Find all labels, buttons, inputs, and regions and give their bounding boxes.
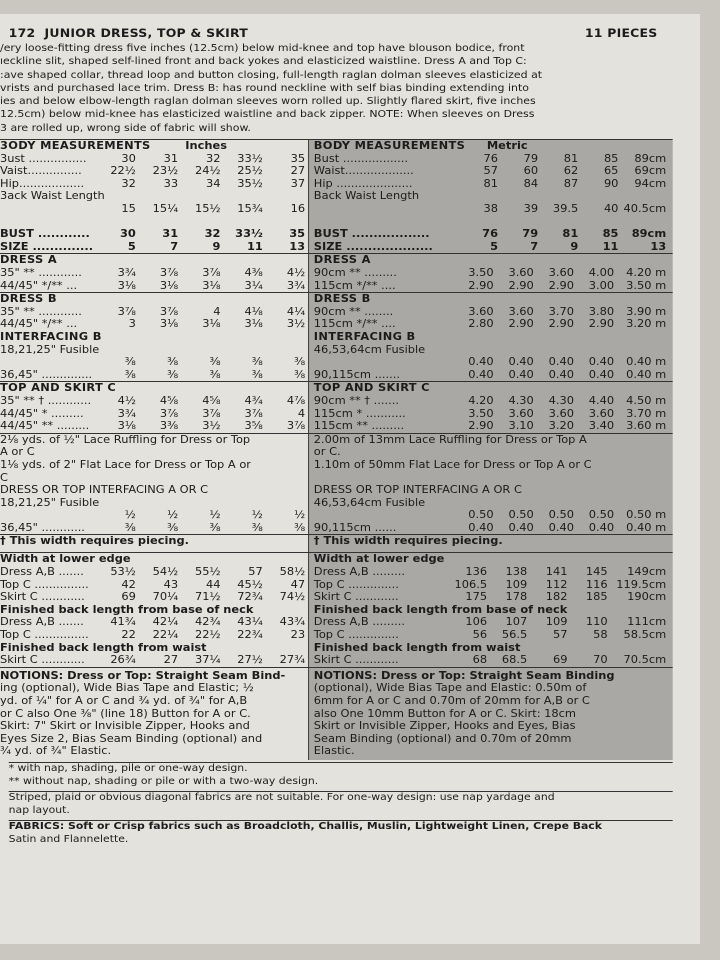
subsection-title: INTERFACING B	[0, 330, 102, 343]
subsection-title: Finished back length from waist	[0, 641, 207, 654]
notions-text: NOTIONS: Dress or Top: Straight Seam Binding (optional), Wide Bias Tape and Elastic: 0.50m of 6mm for A or C and 0.70m of 20mm for A,B or C also One 10mm Button for A or C. Skirt: 18cm Skirt or Invisible Zipper, Hooks and Eyes, Bias Seam Binding (optional) and 0.70m of 20mm Elastic.	[313, 669, 615, 758]
row-label: 18,21,25" Fusible	[0, 343, 100, 356]
header-left	[9, 26, 248, 40]
table-row: 0.50 0.50 0.50 0.50 0.50 m	[468, 509, 667, 522]
description-line: 3 are rolled up, wrong side of fabric will show.	[0, 122, 251, 134]
row-label: 46,53,64cm Fusible	[313, 343, 426, 356]
notions-text: NOTIONS: Dress or Top: Straight Seam Bind- ing (optional), Wide Bias Tape and Elastic; ½ yd. of ¼" for A or C and ¾ yd. of ¾" for A,B or C also One ⅜" (line 18) Button for A or C. Skirt: 7" Skirt or Invisible Zipper, Hooks and Eyes Size 2, Bias Seam Binding (optional) and ¾ yd. of ¾" Elastic.	[0, 669, 286, 758]
section-title: DRESS OR TOP INTERFACING A OR C	[0, 484, 209, 497]
description-line: ıeckline slit, shaped self-lined front and back yokes and elasticized waistline. Dress A and Top C:	[0, 56, 527, 68]
table-row: ⅜ ⅜ ⅜ ⅜ ⅜	[124, 356, 306, 369]
section-title: DRESS OR TOP INTERFACING A OR C	[313, 484, 522, 497]
section-dress-top-interfacing	[0, 484, 673, 534]
fabric-warning: Striped, plaid or obvious diagonal fabrics are not suitable. For one-way design: use nap yardage and	[8, 792, 555, 804]
subsection-title: INTERFACING B	[313, 330, 416, 343]
table-row: Top C .............. 106.5 109 112 116 119.5cm	[313, 578, 667, 591]
table-row: Top C ............... 42 43 44 45½ 47	[0, 578, 306, 591]
table-row: 15 15¼ 15½ 15¾ 16	[121, 203, 306, 216]
inches-column	[0, 434, 309, 484]
table-row: 44/45" ** ......... 3⅛ 3⅜ 3½ 3⅝ 3⅞	[0, 420, 306, 433]
lace-ruffling-text: or C.	[313, 446, 341, 459]
table-row: SIZE .................... 5 7 9 11 13	[313, 240, 667, 253]
lace-ruffling-text: 2⅛ yds. of ½" Lace Ruffling for Dress or Top	[0, 433, 251, 446]
metric-column	[309, 553, 672, 666]
table-row: 115cm ** ......... 2.90 3.10 3.20 3.40 3.60 m	[313, 420, 667, 433]
subsection-title: Width at lower edge	[0, 553, 131, 566]
table-row: 115cm */** .... 2.90 2.90 2.90 3.00 3.50 m	[313, 279, 667, 292]
footnotes	[0, 760, 673, 847]
subsection-title: Finished back length from base of neck	[313, 603, 568, 616]
section-title: DRESS B	[0, 293, 57, 306]
table-row: Dress A,B ....... 41¾ 42¼ 42¾ 43¼ 43¾	[0, 616, 306, 629]
table-row: 90,115cm ...... 0.40 0.40 0.40 0.40 0.40 m	[313, 521, 667, 534]
table-row: 44/45" */** ... 3 3⅛ 3⅛ 3⅛ 3½	[0, 318, 306, 331]
table-row: BUST ............ 30 31 32 33½ 35	[0, 228, 306, 241]
subsection-title: Width at lower edge	[313, 553, 445, 566]
piecing-note: † This width requires piecing.	[313, 535, 503, 548]
section-lace	[0, 433, 673, 484]
table-row: 36,45" ............ ⅜ ⅜ ⅜ ⅜ ⅜	[0, 521, 306, 534]
section-top-and-skirt-c	[0, 381, 673, 432]
table-row: Top C ............... 22 22¼ 22½ 22¾ 23	[0, 629, 306, 642]
inches-column	[0, 484, 309, 534]
inches-column	[0, 140, 309, 253]
table-row: 44/45" * ......... 3¾ 3⅞ 3⅞ 3⅞ 4	[0, 407, 306, 420]
inches-column	[0, 553, 309, 666]
description-line: vrists and purchased lace trim. Dress B: has round neckline with self bias binding extending into	[0, 82, 529, 94]
table-row: Dress A,B ......... 106 107 109 110 111cm	[313, 616, 667, 629]
table-row: Skirt C ............ 68 68.5 69 70 70.5cm	[313, 654, 667, 667]
section-title: TOP AND SKIRT C	[313, 382, 430, 395]
flat-lace-text: C	[0, 471, 8, 484]
yardage-table	[0, 139, 673, 760]
piecing-note: † This width requires piecing.	[0, 535, 189, 548]
section-finished-measurements	[0, 552, 673, 666]
row-label: 18,21,25" Fusible	[0, 496, 100, 509]
row-label: 46,53,64cm Fusible	[313, 496, 426, 509]
flat-lace-text: 1.10m of 50mm Flat Lace for Dress or Top A or C	[313, 458, 592, 471]
unit-label: Inches	[185, 140, 228, 153]
description-line: :ave shaped collar, thread loop and button closing, full-length raglan dolman sleeves elasticized at	[0, 69, 543, 81]
table-row: 36,45" .............. ⅜ ⅜ ⅜ ⅜ ⅜	[0, 368, 306, 381]
section-title: DRESS B	[313, 293, 371, 306]
table-row: 35" ** ............ 3⅞ 3⅞ 4 4⅛ 4¼	[0, 305, 306, 318]
section-dress-b	[0, 292, 673, 381]
subsection-title: Finished back length from waist	[313, 641, 521, 654]
table-row: Hip ..................... 81 84 87 90 94cm	[313, 177, 667, 190]
table-row: Dress A,B ....... 53½ 54½ 55½ 57 58½	[0, 566, 306, 579]
table-row: Hip.................. 32 33 34 35½ 37	[0, 177, 306, 190]
table-row: 90cm ** ......... 3.50 3.60 3.60 4.00 4.20 m	[313, 267, 667, 280]
inches-column	[0, 382, 309, 432]
inches-column	[0, 535, 309, 552]
table-row: SIZE .............. 5 7 9 11 13	[0, 240, 306, 253]
pattern-sheet	[0, 14, 673, 847]
unit-label: Metric	[486, 140, 528, 153]
lace-ruffling-text: 2.00m of 13mm Lace Ruffling for Dress or Top A	[313, 433, 587, 446]
nap-footnote: ** without nap, shading or pile or with a two-way design.	[8, 775, 319, 787]
section-title: 3ODY MEASUREMENTS	[0, 140, 151, 153]
description	[0, 42, 673, 137]
table-row: 115cm * ........... 3.50 3.60 3.60 3.60 3.70 m	[313, 407, 667, 420]
description-line: /ery loose-fitting dress five inches (12.5cm) below mid-knee and top have blouson bodice, front	[0, 43, 525, 54]
table-row: 0.40 0.40 0.40 0.40 0.40 m	[468, 356, 667, 369]
fabric-warning: nap layout.	[8, 804, 70, 816]
metric-column	[309, 668, 672, 760]
metric-column	[309, 484, 672, 534]
section-piecing-note	[0, 534, 673, 552]
table-row: Waist................... 57 60 62 65 69cm	[313, 165, 667, 178]
table-row: 35" ** † ............ 4½ 4⅝ 4⅝ 4¾ 4⅞	[0, 394, 306, 407]
metric-column	[309, 434, 672, 484]
table-row: Bust .................. 76 79 81 85 89cm	[313, 152, 667, 165]
lace-ruffling-text: A or C	[0, 446, 35, 459]
flat-lace-text: 1⅛ yds. of 2" Flat Lace for Dress or Top A or	[0, 458, 251, 471]
section-title: BODY MEASUREMENTS	[313, 140, 466, 153]
description-line: ies and below elbow-length raglan dolman sleeves worn rolled up. Slightly flared skirt, five inches	[0, 96, 536, 108]
section-notions	[0, 667, 673, 760]
table-row: Dress A,B ......... 136 138 141 145 149cm	[313, 566, 667, 579]
row-label: 3ack Waist Length	[0, 190, 105, 203]
description-line: 12.5cm) below mid-knee has elasticized waistline and back zipper. NOTE: When sleeves on Dress	[0, 109, 535, 121]
section-body-measurements	[0, 140, 673, 253]
metric-column	[309, 140, 672, 253]
table-row: Skirt C ............ 69 70¼ 71½ 72¾ 74½	[0, 591, 306, 604]
table-row: BUST .................. 76 79 81 85 89cm	[313, 228, 667, 241]
metric-column	[309, 293, 672, 381]
inches-column	[0, 668, 309, 760]
metric-column	[309, 382, 672, 432]
table-row: 90cm ** † ....... 4.20 4.30 4.30 4.40 4.50 m	[313, 394, 667, 407]
fabrics-text: FABRICS: Soft or Crisp fabrics such as Broadcloth, Challis, Muslin, Lightweight Linen, Crepe Back	[8, 821, 602, 833]
pattern-title: JUNIOR DRESS, TOP & SKIRT	[44, 26, 249, 40]
row-label: Back Waist Length	[313, 190, 420, 203]
fabrics-text: Satin and Flannelette.	[8, 833, 129, 845]
header	[0, 14, 673, 42]
table-row: 35" ** ............ 3¾ 3⅞ 3⅞ 4⅜ 4½	[0, 267, 306, 280]
section-title: DRESS A	[313, 254, 371, 267]
table-row: ½ ½ ½ ½ ½	[124, 509, 306, 522]
table-row: Vaist............... 22½ 23½ 24½ 25½ 27	[0, 165, 306, 178]
pattern-envelope-back	[0, 14, 700, 944]
nap-footnote: * with nap, shading, pile or one-way design.	[8, 762, 248, 774]
inches-column	[0, 293, 309, 381]
inches-column	[0, 254, 309, 292]
table-row: Top C .............. 56 56.5 57 58 58.5cm	[313, 629, 667, 642]
table-row: 90,115cm ....... 0.40 0.40 0.40 0.40 0.40 m	[313, 368, 667, 381]
table-row: 90cm ** ........ 3.60 3.60 3.70 3.80 3.90 m	[313, 305, 667, 318]
table-row: 44/45" */** ... 3⅛ 3⅛ 3⅛ 3¼ 3¾	[0, 279, 306, 292]
table-row: 115cm */** .... 2.80 2.90 2.90 2.90 3.20 m	[313, 318, 667, 331]
table-row: 38 39 39.5 40 40.5cm	[483, 203, 667, 216]
section-title: DRESS A	[0, 254, 57, 267]
piece-count: 11 PIECES	[584, 26, 658, 40]
subsection-title: Finished back length from base of neck	[0, 603, 254, 616]
metric-column	[309, 254, 672, 292]
section-title: TOP AND SKIRT C	[0, 382, 117, 395]
table-row: 3ust ................ 30 31 32 33½ 35	[0, 152, 306, 165]
pattern-number: 172	[8, 26, 36, 40]
section-dress-a	[0, 253, 673, 292]
table-row: Skirt C ............ 175 178 182 185 190cm	[313, 591, 667, 604]
table-row: Skirt C ............ 26¾ 27 37¼ 27½ 27¾	[0, 654, 306, 667]
metric-column	[309, 535, 672, 552]
